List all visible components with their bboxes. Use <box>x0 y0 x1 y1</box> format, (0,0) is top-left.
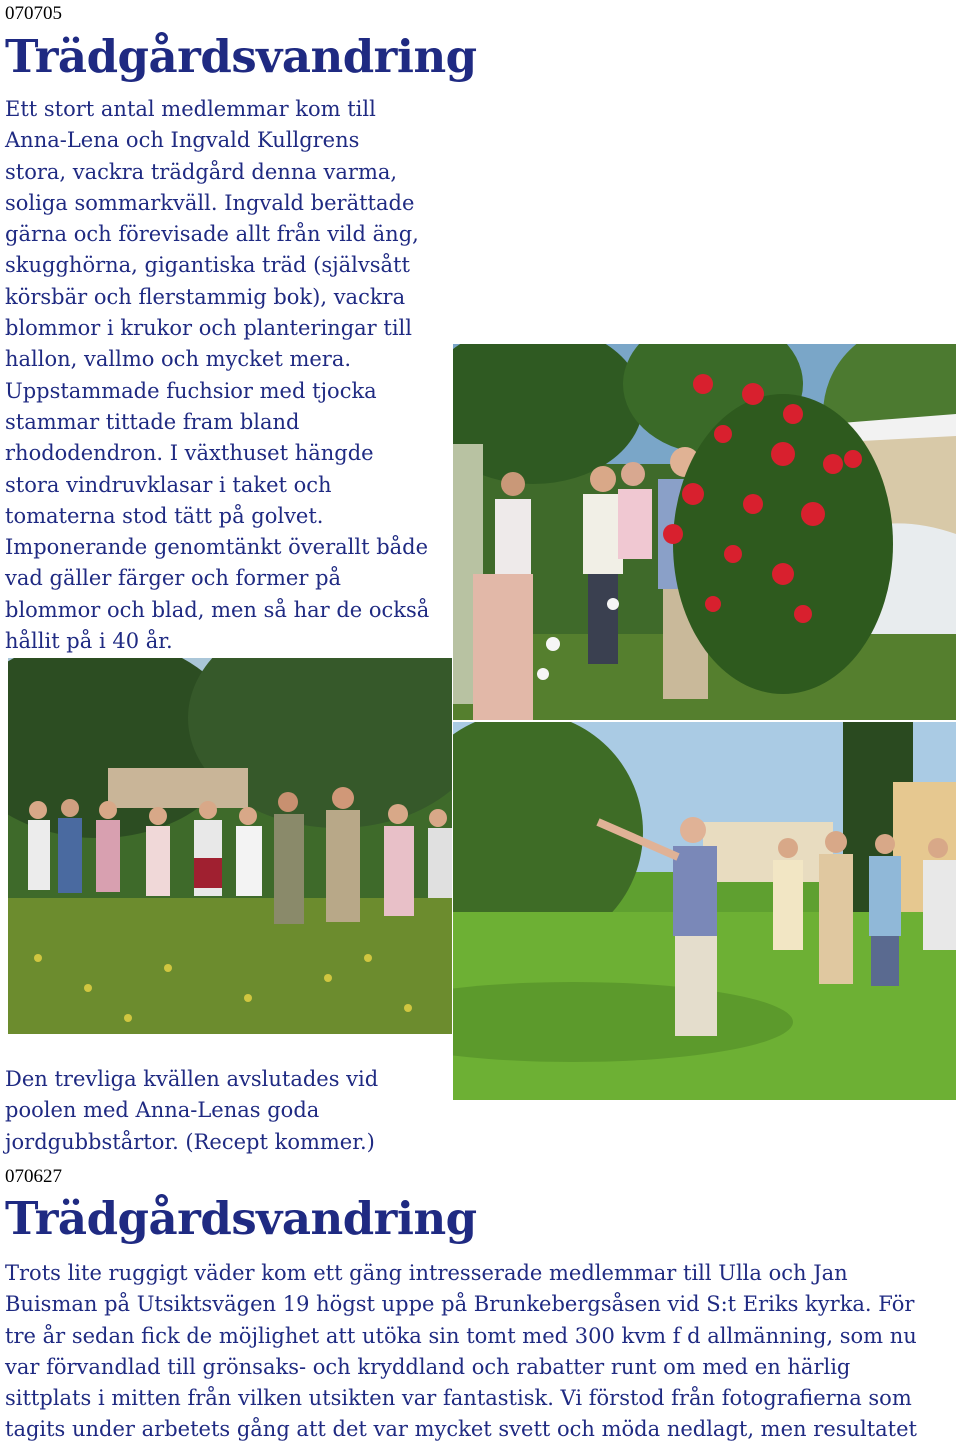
text-line: var förvandlad till grönsaks- och kryddland och rabatter runt om med en härlig <box>5 1354 851 1379</box>
photo-man-pointing <box>453 722 956 1100</box>
article-2-body <box>5 1258 917 1446</box>
text-line: vad gäller färger och former på <box>5 566 342 591</box>
text-line: Trots lite ruggigt väder kom ett gäng intresserade medlemmar till Ulla och Jan <box>5 1261 848 1285</box>
text-line: jordgubbstårtor. (Recept kommer.) <box>5 1129 375 1154</box>
article-2-date: 070627 <box>5 1166 62 1187</box>
text-line: stora, vackra trädgård denna varma, <box>5 159 398 184</box>
text-line: Uppstammade fuchsior med tjocka <box>5 378 377 403</box>
text-line: poolen med Anna-Lenas goda <box>5 1098 320 1123</box>
article-1-date: 070705 <box>5 3 62 24</box>
article-1-intro <box>5 94 429 657</box>
text-line: tagits under arbetets gång att det var mycket svett och möda nedlagt, men resultatet <box>5 1417 917 1442</box>
text-line: Ett stort antal medlemmar kom till <box>5 97 376 121</box>
text-line: soliga sommarkväll. Ingvald berättade <box>5 190 415 215</box>
text-line: Den trevliga kvällen avslutades vid <box>5 1067 379 1091</box>
photo-rose-garden <box>453 344 956 720</box>
text-line: rhododendron. I växthuset hängde <box>5 441 374 466</box>
text-line: tomaterna stod tätt på golvet. <box>5 503 324 528</box>
text-line: blommor och blad, men så har de också <box>5 597 430 622</box>
text-line: gärna och förevisade allt från vild äng, <box>5 222 419 247</box>
photo-group-meadow <box>8 658 452 1034</box>
text-line: tre år sedan fick de möjlighet att utöka sin tomt med 300 kvm f d allmänning, som nu <box>5 1323 917 1348</box>
text-line: sittplats i mitten från vilken utsikten var fantastisk. Vi förstod från fotografierna som <box>5 1386 912 1411</box>
article-1-closing <box>5 1064 378 1158</box>
text-line: hållit på i 40 år. <box>5 629 173 654</box>
text-line: Anna-Lena och Ingvald Kullgrens <box>5 128 360 153</box>
text-line: stammar tittade fram bland <box>5 409 300 434</box>
text-line: hallon, vallmo och mycket mera. <box>5 347 352 372</box>
text-line: körsbär och flerstammig bok), vackra <box>5 284 406 309</box>
text-line: skugghörna, gigantiska träd (självsått <box>5 253 410 278</box>
article-2-title: Trädgårdsvandring <box>5 1192 477 1245</box>
article-1-title: Trädgårdsvandring <box>5 30 477 83</box>
text-line: blommor i krukor och planteringar till <box>5 316 412 341</box>
text-line: stora vindruvklasar i taket och <box>5 472 332 497</box>
text-line: Buisman på Utsiktsvägen 19 högst uppe på Brunkebergsåsen vid S:t Eriks kyrka. För <box>5 1292 915 1317</box>
text-line: Imponerande genomtänkt överallt både <box>5 535 429 560</box>
